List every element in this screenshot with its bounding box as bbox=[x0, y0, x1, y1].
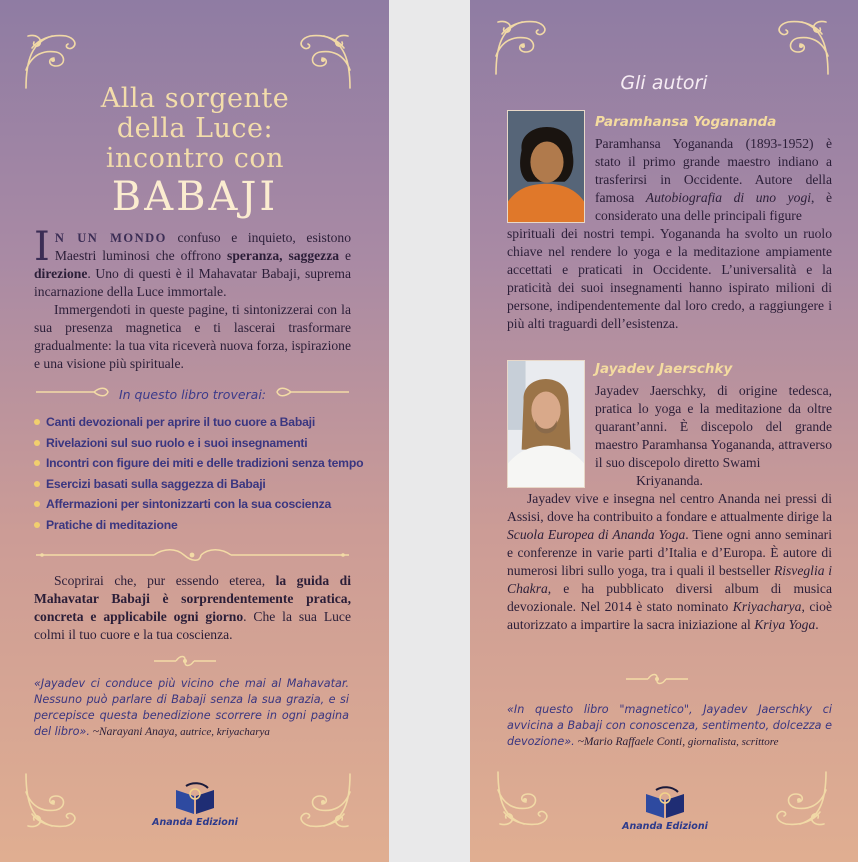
authors-heading: Gli autori bbox=[620, 72, 708, 94]
publisher-name: Ananda Edizioni bbox=[622, 821, 708, 832]
list-item bbox=[34, 515, 364, 536]
intro-text-part: confuso e inquieto, esistono Maestri luminosi che offrono bbox=[54, 230, 351, 263]
bio-part: , cioè autorizzato a impartire la sacra iniziazione al bbox=[507, 599, 832, 632]
list-item bbox=[34, 453, 364, 474]
publisher-name: Ananda Edizioni bbox=[152, 817, 238, 828]
author-name-yogananda: Paramhansa Yogananda bbox=[595, 114, 777, 130]
bio-part: . Tiene ogni anno seminari e conferenze in varie parti d’Italia e d’Europa. È autore di numerosi libri sullo yoga, tra i quali il bestseller bbox=[507, 527, 832, 578]
book-title bbox=[40, 84, 350, 218]
small-ornament-icon bbox=[152, 652, 218, 670]
quote-author: ~Mario Raffaele Conti, bbox=[574, 736, 686, 748]
back-cover-panel bbox=[0, 0, 389, 862]
bullet-icon bbox=[34, 440, 40, 446]
corner-ornament-icon bbox=[492, 16, 554, 78]
bio-yogananda-continued: spirituali dei nostri tempi. Yogananda ha svolto un ruolo chiave nel rendere lo yoga e la meditazione ampiamente accettati e praticati in Occidente. L’universalità e la praticità dei suoi insegnamenti hanno ispirato milioni di persone, indipendentemente dal loro credo, a raggiungere i più alti traguardi dell’esistenza. bbox=[507, 226, 832, 331]
intro-small-caps: N UN MONDO bbox=[54, 231, 167, 245]
intro-paragraph-2: Immergendoti in queste pagine, ti sintonizzerai con la sua presenza magnetica e ti lascerai trasformare gradualmente: la tua vita riceverà nuova forza, ispirazione e una visione più spirituale. bbox=[34, 302, 351, 371]
author-name-jaerschky: Jayadev Jaerschky bbox=[595, 361, 733, 377]
list-item bbox=[34, 433, 364, 454]
bullet-icon bbox=[34, 481, 40, 487]
list-item-text: Affermazioni per sintonizzarti con la sua coscienza bbox=[46, 497, 332, 511]
bullet-icon bbox=[34, 460, 40, 466]
small-ornament-icon bbox=[624, 670, 690, 688]
bio-italic: Kriya Yoga bbox=[754, 617, 816, 632]
quote-author: ~Narayani Anaya, bbox=[89, 726, 178, 738]
bio-yogananda-start: Paramhansa Yogananda (1893-1952) è stato il primo grande maestro indiano a trasferirsi in Occidente. Autore della famosa Autobiografia di uno yogi, è considerato una delle principali figure bbox=[595, 136, 833, 223]
list-item-text: Rivelazioni sul suo ruolo e i suoi insegnamenti bbox=[46, 435, 308, 450]
closing-part: . Che la sua Luce colmi il tuo cuore e la tua coscienza. bbox=[34, 609, 351, 642]
corner-ornament-icon bbox=[292, 770, 354, 832]
divider-ornament-icon bbox=[34, 546, 351, 564]
bio-jaerschky-continued: Kriyananda. Jayadev vive e insegna nel centro Ananda nei pressi di Assisi, dove ha contribuito a fondare e attualmente dirige la Scuola Europea di Ananda Yoga. Tiene ogni anno seminari e conferenze in varie parti d’Italia e d’Europa. È autore di numerosi libri sullo yoga, tra i quali il bestseller Risveglia i Chakra, e ha pubblicato diversi album di musica devozionale. Nel 2014 è stato nominato Kriyacharya, cioè autorizzato a impartire la sacra iniziazione al Kriya Yoga. bbox=[507, 473, 832, 632]
bio-italic: Scuola Europea di Ananda Yoga bbox=[507, 527, 686, 542]
drop-cap: I bbox=[34, 224, 50, 270]
corner-ornament-icon bbox=[770, 16, 832, 78]
title-line: Alla sorgente bbox=[100, 83, 290, 114]
intro-bold: direzione bbox=[34, 266, 88, 281]
bio-italic: Kriyacharya bbox=[732, 599, 802, 614]
list-item-text: Esercizi basati sulla saggezza di Babaji bbox=[46, 476, 266, 491]
intro-bold: speranza, saggezza bbox=[227, 248, 340, 263]
bio-part: , e ha pubblicato diversi album di musica devozionale. Nel 2014 è stato nominato bbox=[507, 581, 832, 614]
closing-bold: la guida di Mahavatar Babaji è sorprendentemente pratica, concreta e applicabile ogni giorno bbox=[34, 573, 351, 624]
corner-ornament-icon bbox=[494, 768, 556, 830]
bullet-icon bbox=[34, 501, 40, 507]
quote-role: autrice, kriyacharya bbox=[177, 726, 270, 738]
bullet-icon bbox=[34, 419, 40, 425]
title-line: incontro con bbox=[105, 143, 285, 174]
author-photo-yogananda bbox=[507, 110, 585, 223]
bio-part: . bbox=[815, 617, 819, 632]
corner-ornament-icon bbox=[22, 770, 84, 832]
list-item bbox=[34, 494, 364, 515]
title-line: della Luce: bbox=[116, 113, 274, 144]
closing-text bbox=[34, 572, 351, 644]
corner-ornament-icon bbox=[768, 768, 830, 830]
contents-list bbox=[34, 412, 364, 535]
author-photo-jaerschky bbox=[507, 360, 585, 488]
publisher-logo bbox=[140, 782, 250, 828]
inner-flap-panel bbox=[470, 0, 858, 862]
bio-italic: Risveglia i Chakra bbox=[507, 563, 832, 596]
bio-part: Jayadev vive e insegna nel centro Ananda nei pressi di Assisi, dove ha contribuito a fondare e attualmente dirige la bbox=[507, 491, 832, 524]
list-item-text: Incontri con figure dei miti e delle tradizioni senza tempo bbox=[46, 456, 364, 470]
closing-part: Scoprirai che, pur essendo eterea, bbox=[54, 573, 276, 588]
corner-ornament-icon bbox=[22, 30, 84, 92]
endorsement-quote bbox=[507, 702, 832, 750]
quote-text: «Jayadev ci conduce più vicino che mai al Mahavatar. Nessuno può parlare di Babaji senza la sua grazia, e si percepisce questa benedizione scorrere in ogni pagina del libro». bbox=[34, 677, 349, 738]
intro-text-part: . Uno di questi è il Mahavatar Babaji, suprema incarnazione della Luce immortale. bbox=[34, 266, 351, 299]
quote-text: «In questo libro "magnetico", Jayadev Jaerschky ci avvicina a Babaji con conoscenza, sentimento, dolcezza e devozione». bbox=[507, 703, 832, 748]
list-item bbox=[34, 412, 364, 433]
bullet-icon bbox=[34, 522, 40, 528]
publisher-logo bbox=[610, 786, 720, 832]
list-item-text: Pratiche di meditazione bbox=[46, 517, 178, 532]
intro-text-part: e bbox=[339, 248, 352, 263]
endorsement-quote bbox=[34, 676, 349, 740]
list-heading: In questo libro troverai: bbox=[118, 387, 267, 402]
intro-text bbox=[34, 224, 352, 373]
corner-ornament-icon bbox=[292, 30, 354, 92]
book-logo-icon bbox=[172, 782, 218, 816]
book-logo-icon bbox=[642, 786, 688, 820]
list-item-text: Canti devozionali per aprire il tuo cuore a Babaji bbox=[46, 415, 316, 429]
list-item bbox=[34, 474, 364, 495]
quote-role: giornalista, scrittore bbox=[685, 736, 779, 748]
title-babaji: BABAJI bbox=[111, 174, 279, 220]
bio-jaerschky-start: Jayadev Jaerschky, di origine tedesca, pratica lo yoga e la meditazione da oltre quarant’anni. È discepolo del grande maestro Paramhansa Yogananda, attraverso il suo discepolo diretto Swami bbox=[595, 383, 832, 470]
